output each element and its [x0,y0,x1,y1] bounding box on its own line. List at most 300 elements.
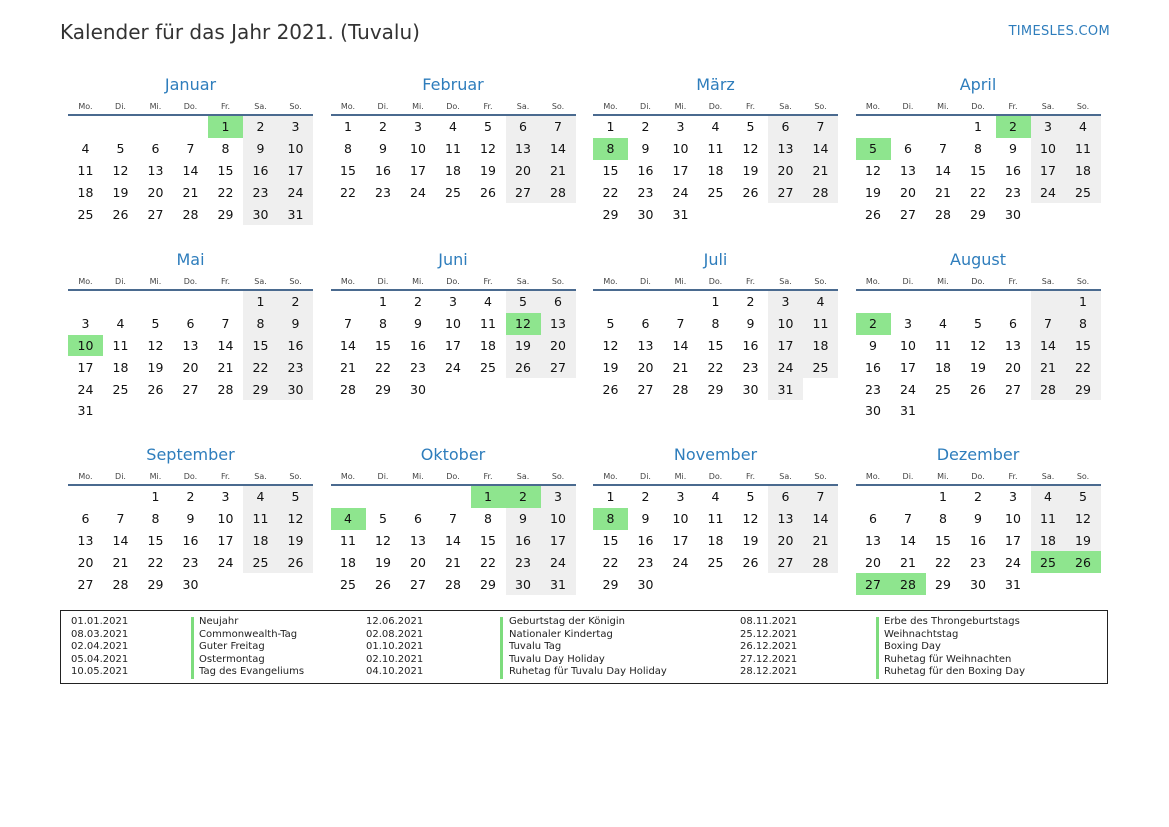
holiday-column-marker [500,617,503,679]
weekday-label: Fr. [733,273,768,290]
day-cell: 2 [278,290,313,313]
day-cell: 7 [541,115,576,138]
day-cell: 22 [602,554,619,570]
weekday-label: Mo. [331,273,366,290]
month-table [68,273,313,422]
holiday-name: Ruhetag für Weihnachten [884,653,1012,665]
day-cell: 21 [672,359,689,375]
month-6 [331,249,576,400]
day-cell: 23 [970,554,986,570]
weekday-label: Sa. [506,98,541,115]
day-cell: 28 [445,576,461,592]
weekday-label: Sa. [506,468,541,485]
month-name: August [950,250,1006,269]
day-cell: 16 [506,530,541,552]
day-cell: 6 [186,316,195,332]
day-cell: 20 [182,359,199,375]
day-cell: 6 [506,115,541,138]
day-cell: 30 [637,206,654,222]
empty-cell [926,115,961,138]
day-cell: 6 [768,485,803,508]
empty-cell [138,400,173,422]
month-2 [331,74,576,203]
holiday-day-cell: 8 [593,138,628,160]
day-cell: 16 [637,532,654,548]
empty-cell [138,290,173,313]
weekday-label: Mi. [401,468,436,485]
day-cell: 5 [506,290,541,313]
day-cell: 10 [900,337,916,353]
day-cell: 25 [803,356,838,378]
weekday-label: Do. [436,468,471,485]
day-cell: 21 [541,160,576,182]
month-table [593,273,838,400]
month-table [68,468,313,595]
day-cell: 25 [707,184,724,200]
empty-cell [926,290,961,313]
day-cell: 15 [1066,335,1101,357]
weekday-label: Do. [436,98,471,115]
day-cell: 27 [77,576,94,592]
empty-cell [173,290,208,313]
weekday-label: Mi. [401,273,436,290]
day-cell: 21 [340,359,356,375]
day-cell: 30 [970,576,986,592]
month-table [856,468,1101,595]
empty-cell [803,378,838,400]
day-cell: 11 [340,532,356,548]
day-cell: 17 [1031,160,1066,182]
empty-cell [208,290,243,313]
day-cell: 27 [900,206,916,222]
day-cell: 23 [506,551,541,573]
weekday-label: Fr. [733,468,768,485]
weekday-label: So. [803,468,838,485]
empty-cell [768,573,803,595]
day-cell: 26 [865,206,881,222]
day-cell: 20 [768,160,803,182]
day-cell: 22 [1066,356,1101,378]
day-cell: 10 [672,511,689,527]
day-cell: 31 [278,203,313,225]
day-cell: 28 [541,181,576,203]
day-cell: 1 [606,119,615,135]
weekday-label: Sa. [243,273,278,290]
empty-cell [401,485,436,508]
day-cell: 25 [1066,181,1101,203]
empty-cell [208,573,243,595]
empty-cell [891,290,926,313]
day-cell: 30 [865,403,881,419]
weekday-label: So. [1066,468,1101,485]
day-cell: 15 [970,162,986,178]
empty-cell [996,400,1031,422]
day-cell: 15 [243,335,278,357]
empty-cell [331,485,366,508]
day-cell: 29 [217,206,234,222]
day-cell: 6 [869,511,877,527]
holiday-name: Commonwealth-Tag [199,628,298,640]
weekday-label: Do. [698,468,733,485]
month-table [331,273,576,400]
weekday-label: Mo. [331,468,366,485]
day-cell: 2 [641,119,650,135]
day-cell: 28 [1031,378,1066,400]
weekday-label: Sa. [506,273,541,290]
day-cell: 23 [410,359,426,375]
day-cell: 29 [375,381,391,397]
day-cell: 18 [77,184,94,200]
empty-cell [366,485,401,508]
day-cell: 12 [480,141,496,157]
month-name: April [959,75,997,94]
day-cell: 9 [186,511,195,527]
day-cell: 12 [278,508,313,530]
day-cell: 4 [711,119,720,135]
empty-cell [471,378,506,400]
empty-cell [891,485,926,508]
day-cell: 18 [1066,160,1101,182]
day-cell: 28 [340,381,356,397]
empty-cell [856,290,891,313]
day-cell: 4 [484,294,492,310]
day-cell: 31 [541,573,576,595]
day-cell: 6 [414,511,422,527]
holiday-name: Tuvalu Day Holiday [509,653,605,665]
day-cell: 17 [445,337,461,353]
day-cell: 4 [1066,115,1101,138]
empty-cell [436,378,471,400]
month-table [593,468,838,595]
day-cell: 3 [541,485,576,508]
weekday-label: Di. [103,98,138,115]
day-cell: 15 [375,337,391,353]
weekday-label: Fr. [996,98,1031,115]
holiday-name: Geburtstag der Königin [509,616,625,627]
empty-cell [103,400,138,422]
day-cell: 6 [904,141,912,157]
empty-cell [173,115,208,138]
day-cell: 20 [506,160,541,182]
day-cell: 6 [641,316,650,332]
day-cell: 11 [480,316,496,332]
day-cell: 19 [742,532,759,548]
holiday-date: 02.04.2021 [71,641,129,653]
day-cell: 6 [151,141,160,157]
day-cell: 13 [1005,337,1021,353]
day-cell: 16 [637,162,654,178]
month-7 [593,249,838,400]
day-cell: 16 [1005,162,1021,178]
brand-link[interactable]: TIMESLES.COM [1008,24,1110,39]
day-cell: 5 [278,485,313,508]
day-cell: 10 [278,138,313,160]
holiday-name: Ruhetag für den Boxing Day [884,666,1026,678]
empty-cell [173,400,208,422]
day-cell: 22 [147,554,164,570]
day-cell: 7 [803,485,838,508]
day-cell: 19 [375,554,391,570]
weekday-label: Mo. [593,273,628,290]
day-cell: 30 [506,573,541,595]
day-cell: 20 [900,184,916,200]
day-cell: 14 [935,162,951,178]
day-cell: 14 [445,532,461,548]
holiday-date: 08.11.2021 [740,616,798,627]
day-cell: 27 [147,206,164,222]
day-cell: 23 [375,184,391,200]
day-cell: 1 [974,119,982,135]
day-cell: 2 [414,294,422,310]
weekday-label: Di. [628,98,663,115]
day-cell: 8 [484,511,492,527]
weekday-label: Di. [366,98,401,115]
day-cell: 7 [116,511,125,527]
day-cell: 27 [768,181,803,203]
day-cell: 17 [768,335,803,357]
day-cell: 18 [112,359,129,375]
weekday-label: Do. [173,273,208,290]
day-cell: 29 [935,576,951,592]
day-cell: 1 [344,119,352,135]
day-cell: 24 [1031,181,1066,203]
day-cell: 11 [445,141,461,157]
day-cell: 24 [768,356,803,378]
empty-cell [803,203,838,225]
day-cell: 10 [541,508,576,530]
day-cell: 14 [803,138,838,160]
day-cell: 28 [672,381,689,397]
day-cell: 7 [1031,313,1066,335]
day-cell: 20 [77,554,94,570]
day-cell: 12 [742,141,759,157]
day-cell: 15 [935,532,951,548]
day-cell: 17 [77,359,94,375]
day-cell: 18 [445,162,461,178]
day-cell: 28 [112,576,129,592]
day-cell: 20 [637,359,654,375]
empty-cell [68,485,103,508]
holiday-date: 27.12.2021 [740,653,798,665]
weekday-label: Mo. [593,468,628,485]
weekday-label: Mi. [663,98,698,115]
day-cell: 4 [711,489,720,505]
day-cell: 22 [602,184,619,200]
empty-cell [663,290,698,313]
holiday-date: 05.04.2021 [71,653,129,665]
day-cell: 2 [641,489,650,505]
day-cell: 23 [182,554,199,570]
day-cell: 13 [900,162,916,178]
day-cell: 19 [278,530,313,552]
weekday-label: Mo. [856,273,891,290]
day-cell: 9 [641,141,650,157]
day-cell: 4 [243,485,278,508]
empty-cell [103,290,138,313]
day-cell: 25 [707,554,724,570]
day-cell: 15 [480,532,496,548]
day-cell: 3 [676,119,685,135]
month-name: Februar [422,75,484,94]
day-cell: 20 [541,335,576,357]
weekday-label: So. [278,273,313,290]
day-cell: 22 [217,184,234,200]
day-cell: 10 [768,313,803,335]
day-cell: 12 [112,162,129,178]
day-cell: 30 [410,381,426,397]
holiday-day-cell: 2 [856,313,891,335]
weekday-label: Mo. [68,98,103,115]
weekday-label: Mi. [138,98,173,115]
day-cell: 28 [182,206,199,222]
day-cell: 28 [803,551,838,573]
holiday-name: Boxing Day [884,641,941,653]
day-cell: 3 [449,294,457,310]
holiday-name: Nationaler Kindertag [509,628,613,640]
weekday-label: So. [1066,273,1101,290]
weekday-label: Do. [436,273,471,290]
empty-cell [436,485,471,508]
empty-cell [208,400,243,422]
day-cell: 12 [147,337,164,353]
weekday-label: Do. [173,98,208,115]
holiday-day-cell: 8 [593,508,628,530]
day-cell: 16 [970,532,986,548]
day-cell: 14 [672,337,689,353]
holiday-column-marker [876,617,879,679]
weekday-label: Sa. [1031,273,1066,290]
day-cell: 25 [112,381,129,397]
weekday-label: Di. [103,273,138,290]
day-cell: 8 [939,511,947,527]
empty-cell [243,400,278,422]
day-cell: 13 [865,532,881,548]
day-cell: 2 [243,115,278,138]
day-cell: 20 [768,530,803,552]
day-cell: 10 [445,316,461,332]
holiday-name: Ostermontag [199,653,265,665]
holiday-day-cell: 10 [68,335,103,357]
month-8 [856,249,1101,422]
weekday-label: Fr. [471,468,506,485]
day-cell: 29 [602,206,619,222]
holiday-day-cell: 1 [208,115,243,138]
day-cell: 15 [602,162,619,178]
month-table [856,98,1101,225]
day-cell: 29 [147,576,164,592]
day-cell: 21 [935,184,951,200]
day-cell: 4 [1031,485,1066,508]
holiday-day-cell: 28 [891,573,926,595]
day-cell: 23 [278,356,313,378]
day-cell: 2 [186,489,195,505]
weekday-label: Sa. [243,98,278,115]
day-cell: 23 [1005,184,1021,200]
day-cell: 13 [182,337,199,353]
empty-cell [891,115,926,138]
day-cell: 18 [1031,530,1066,552]
day-cell: 21 [803,160,838,182]
empty-cell [593,290,628,313]
day-cell: 9 [641,511,650,527]
empty-cell [68,290,103,313]
weekday-label: So. [1066,98,1101,115]
month-name: März [696,75,735,94]
day-cell: 4 [803,290,838,313]
day-cell: 10 [1031,138,1066,160]
day-cell: 25 [935,381,951,397]
day-cell: 21 [900,554,916,570]
day-cell: 17 [900,359,916,375]
day-cell: 26 [742,554,759,570]
day-cell: 23 [243,181,278,203]
holiday-name: Guter Freitag [199,641,265,653]
day-cell: 27 [768,551,803,573]
weekday-label: Di. [366,273,401,290]
holiday-name: Neujahr [199,616,239,627]
day-cell: 9 [243,138,278,160]
day-cell: 5 [746,119,755,135]
day-cell: 13 [541,313,576,335]
month-table [331,98,576,203]
day-cell: 18 [707,162,724,178]
day-cell: 13 [637,337,654,353]
day-cell: 22 [375,359,391,375]
day-cell: 22 [243,356,278,378]
weekday-label: Di. [891,273,926,290]
month-9 [68,444,313,595]
weekday-label: Mi. [926,273,961,290]
day-cell: 25 [243,551,278,573]
day-cell: 15 [147,532,164,548]
weekday-label: Mo. [68,273,103,290]
day-cell: 26 [506,356,541,378]
day-cell: 30 [1005,206,1021,222]
day-cell: 23 [742,359,759,375]
day-cell: 9 [974,511,982,527]
holiday-date: 04.10.2021 [366,666,424,678]
weekday-label: So. [803,98,838,115]
day-cell: 25 [445,184,461,200]
weekday-label: So. [278,98,313,115]
day-cell: 19 [480,162,496,178]
day-cell: 18 [935,359,951,375]
day-cell: 10 [410,141,426,157]
weekday-label: Mi. [138,468,173,485]
day-cell: 19 [112,184,129,200]
day-cell: 14 [541,138,576,160]
empty-cell [138,115,173,138]
empty-cell [331,290,366,313]
weekday-label: Sa. [768,273,803,290]
weekday-label: Mo. [68,468,103,485]
day-cell: 27 [410,576,426,592]
day-cell: 4 [939,316,947,332]
weekday-label: Di. [628,468,663,485]
weekday-label: Do. [961,468,996,485]
weekday-label: Di. [366,468,401,485]
day-cell: 15 [707,337,724,353]
day-cell: 14 [900,532,916,548]
day-cell: 19 [742,162,759,178]
weekday-label: So. [278,468,313,485]
empty-cell [961,400,996,422]
day-cell: 27 [182,381,199,397]
day-cell: 1 [939,489,947,505]
day-cell: 2 [746,294,755,310]
holiday-column-marker [191,617,194,679]
day-cell: 14 [1031,335,1066,357]
